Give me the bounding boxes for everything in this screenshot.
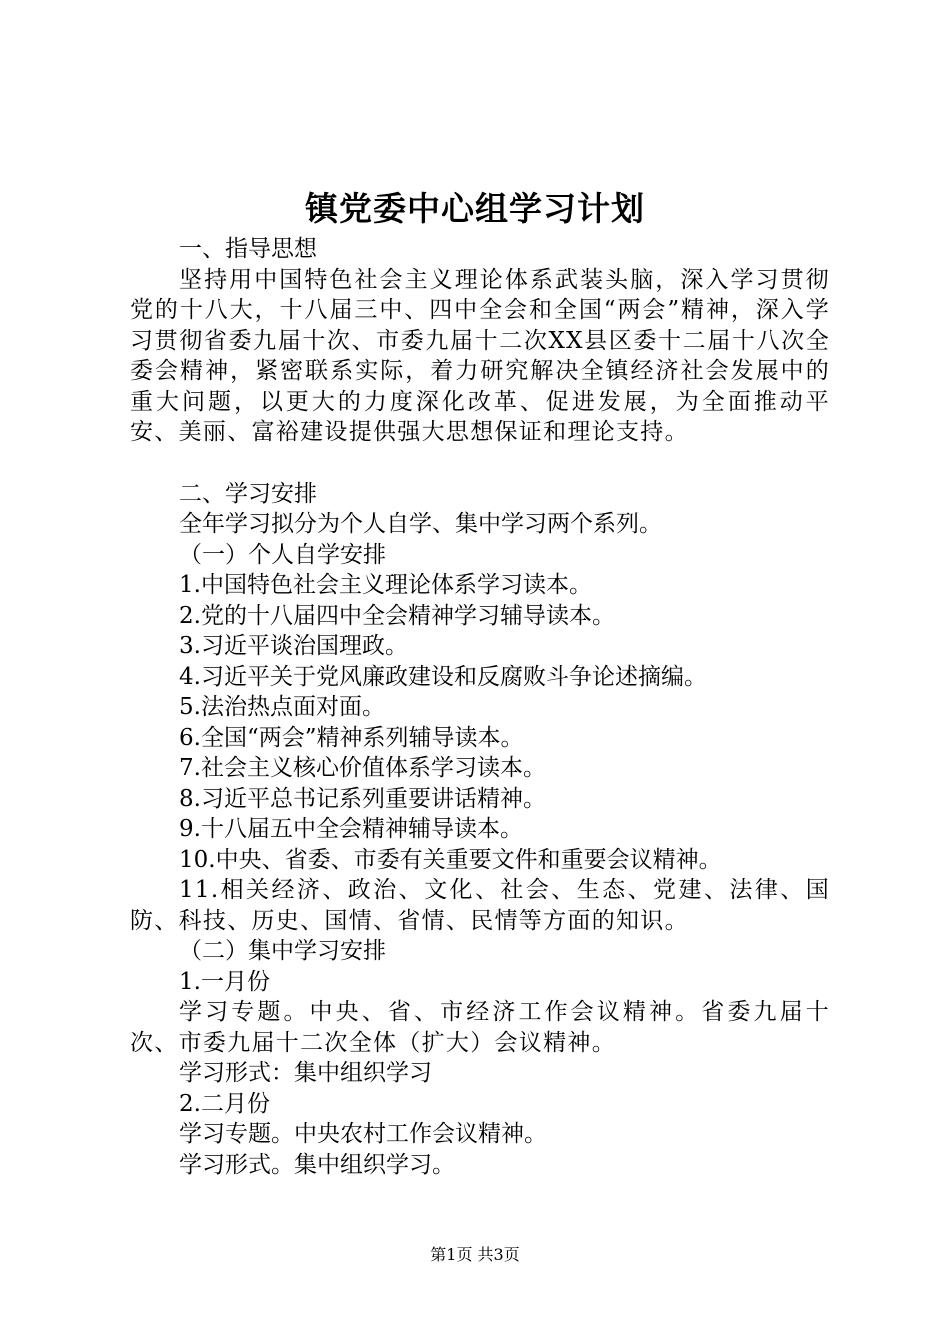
list-item: 4.习近平关于党风廉政建设和反腐败斗争论述摘编。	[179, 663, 707, 690]
list-item: 11.相关经济、政治、文化、社会、生态、党建、法律、国防、科技、历史、国情、省情、民情等方面的知识。	[130, 877, 830, 934]
list-item: 8.习近平总书记系列重要讲话精神。	[179, 785, 546, 812]
list-item: 5.法治热点面对面。	[179, 694, 385, 720]
subheading-self-study: （一）个人自学安排	[179, 541, 386, 568]
subheading-group-study: （二）集中学习安排	[179, 938, 386, 964]
list-item: 10.中央、省委、市委有关重要文件和重要会议精神。	[179, 846, 722, 873]
month-topic-february: 学习专题。中央农村工作会议精神。	[179, 1121, 547, 1147]
study-arrangement-intro: 全年学习拟分为个人自学、集中学习两个系列。	[179, 511, 662, 537]
list-item: 1.中国特色社会主义理论体系学习读本。	[179, 572, 592, 598]
document-body	[130, 234, 830, 1180]
list-item: 3.习近平谈治国理政。	[179, 633, 408, 659]
document-title: 镇党委中心组学习计划	[305, 189, 645, 228]
list-item: 2.党的十八届四中全会精神学习辅导读本。	[179, 602, 615, 629]
month-label-february: 2.二月份	[179, 1090, 270, 1117]
section-heading-study-arrangement: 二、学习安排	[179, 480, 317, 507]
page-number-footer: 第1页 共3页	[430, 1245, 520, 1264]
month-topic-january: 学习专题。中央、省、市经济工作会议精神。省委九届十次、市委九届十二次全体（扩大）会议精神。	[130, 999, 830, 1056]
guiding-thought-paragraph: 坚持用中国特色社会主义理论体系武装头脑，深入学习贯彻党的十八大，十八届三中、四中全会和全国“两会”精神，深入学习贯彻省委九届十次、市委九届十二次XX县区委十二届十八次全委会精神，紧密联系实际，着力研究解决全镇经济社会发展中的重大问题，以更大的力度深化改革、促进发展，为全面推动平安、美丽、富裕建设提供强大思想保证和理论支持。	[130, 266, 830, 445]
month-label-january: 1.一月份	[179, 968, 270, 995]
list-item: 7.社会主义核心价值体系学习读本。	[179, 755, 546, 781]
section-heading-guiding-thought: 一、指导思想	[179, 236, 317, 262]
month-form-january: 学习形式：集中组织学习	[179, 1060, 432, 1086]
list-item: 6.全国“两会”精神系列辅导读本。	[179, 724, 524, 751]
month-form-february: 学习形式。集中组织学习。	[179, 1151, 455, 1178]
list-item: 9.十八届五中全会精神辅导读本。	[179, 816, 523, 842]
paragraph-gap	[130, 448, 830, 479]
